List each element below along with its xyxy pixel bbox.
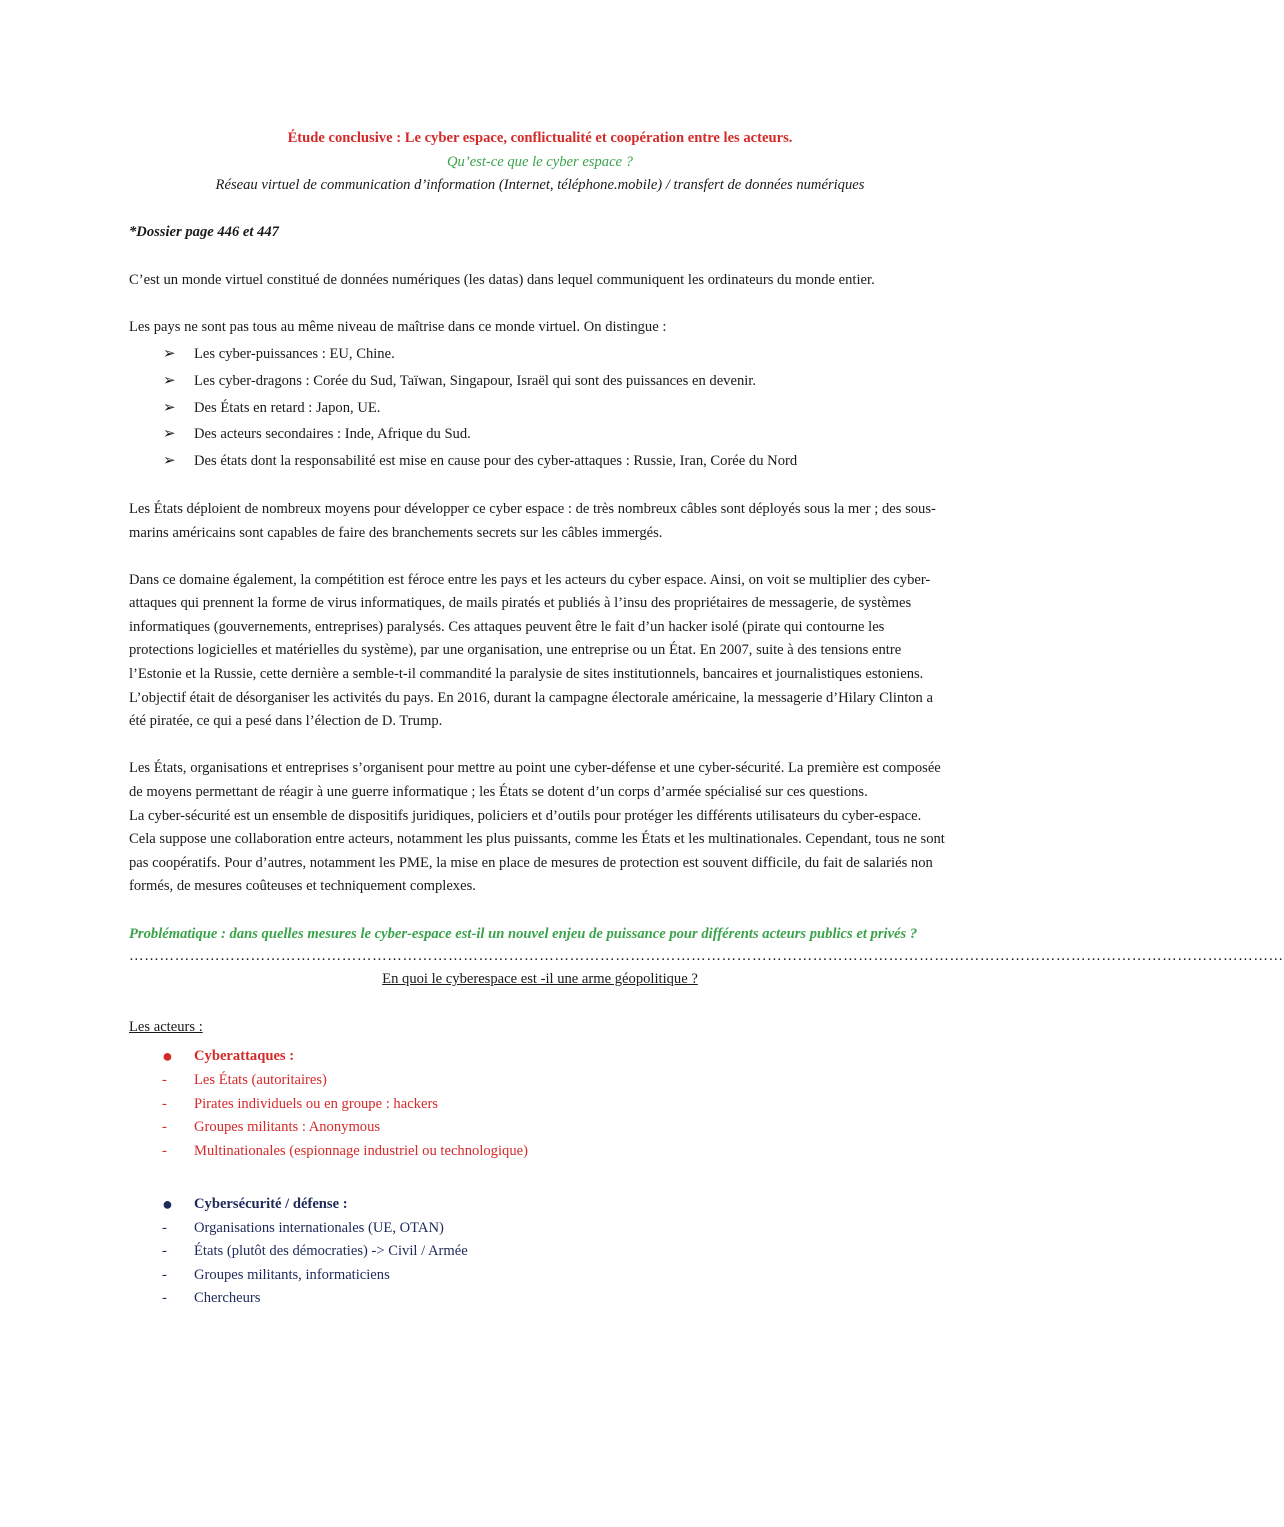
dash-icon: - <box>162 1266 167 1283</box>
attack-actors-list <box>129 1045 951 1163</box>
problematique: Problématique : dans quelles mesures le cyber-espace est-il un nouvel enjeu de puissance pour différents acteurs publics et privés ? <box>129 925 918 942</box>
arrow-bullet-icon: ➢ <box>163 346 176 363</box>
list-item: - Groupes militants : Anonymous <box>129 1116 951 1140</box>
dash-icon: - <box>162 1095 167 1112</box>
dash-icon: - <box>162 1119 167 1136</box>
list-item: - Chercheurs <box>129 1287 951 1311</box>
dash-icon: - <box>162 1290 167 1307</box>
document-title: Étude conclusive : Le cyber espace, conflictualité et coopération entre les acteurs. <box>287 130 793 146</box>
defense-heading: ● Cybersécurité / défense : <box>129 1193 951 1217</box>
arrow-bullet-icon: ➢ <box>163 372 176 389</box>
dossier-reference: *Dossier page 446 et 447 <box>129 224 279 241</box>
paragraph-competition: Dans ce domaine également, la compétition est féroce entre les pays et les acteurs du cyber espace. Ainsi, on voit se multiplier des cyber-attaques qui prennent la forme de virus informatiques, de mails piratés et publiés à l’insu des propriétaires de messagerie, de systèmes informatiques (gouvernements, entreprises) paralysés. Ces attaques peuvent être le fait d’un hacker isolé (pirate qui contourne les protections logicielles et matérielles du système), par une organisation, une entreprise ou un État. En 2007, suite à des tensions entre l’Estonie et la Russie, cette dernière a semble-t-il commandité la paralysie de sites institutionnels, bancaires et journalistiques estoniens. L’objectif était de désorganiser les activités du pays. En 2016, durant la campagne électorale américaine, la messagerie d’Hilary Clinton a été piratée, ce qui a pesé dans l’élection de D. Trump. <box>129 571 933 730</box>
attack-heading: ● Cyberattaques : <box>129 1045 951 1069</box>
paragraph-countries-intro: Les pays ne sont pas tous au même niveau de maîtrise dans ce monde virtuel. On distingue : <box>129 318 667 335</box>
document-subtitle: Qu’est-ce que le cyber espace ? <box>447 153 633 170</box>
list-item: ➢ Les cyber-dragons : Corée du Sud, Taïwan, Singapour, Israël qui sont des puissances en devenir. <box>163 368 951 395</box>
dash-icon: - <box>162 1142 167 1159</box>
dash-icon: - <box>162 1219 167 1236</box>
bullet-icon: ● <box>162 1193 173 1214</box>
list-item: ➢ Des états dont la responsabilité est mise en cause pour des cyber-attaques : Russie, Iran, Corée du Nord <box>163 448 951 475</box>
arrow-bullet-icon: ➢ <box>163 452 176 469</box>
list-item: - Multinationales (espionnage industriel ou technologique) <box>129 1140 951 1164</box>
list-item: - Groupes militants, informaticiens <box>129 1264 951 1288</box>
country-levels-list <box>129 341 951 474</box>
paragraph-defense: Les États, organisations et entreprises s’organisent pour mettre au point une cyber-défense et une cyber-sécurité. La première est composée de moyens permettant de réagir à une guerre informatique ; les États se dotent d’un corps d’armée spécialisé sur ces questions. <box>129 760 941 801</box>
paragraph-security: La cyber-sécurité est un ensemble de dispositifs juridiques, policiers et d’outils pour protéger les différents utilisateurs du cyber-espace. Cela suppose une collaboration entre acteurs, notamment les plus puissants, comme les États et les multinationales. Cependant, tous ne sont pas coopératifs. Pour d’autres, notamment les PME, la mise en place de mesures de protection est souvent difficile, du fait de salariés non formés, de mesures coûteuses et techniquement complexes. <box>129 807 945 895</box>
dotted-separator: ………………………………………………………………………………………………………………………………………………………………………………………………………… <box>129 948 1284 965</box>
list-item: - Les États (autoritaires) <box>129 1069 951 1093</box>
list-item: - Pirates individuels ou en groupe : hackers <box>129 1093 951 1117</box>
list-item: - Organisations internationales (UE, OTAN) <box>129 1217 951 1241</box>
list-item: ➢ Des États en retard : Japon, UE. <box>163 395 951 422</box>
arrow-bullet-icon: ➢ <box>163 426 176 443</box>
dash-icon: - <box>162 1071 167 1088</box>
paragraph-intro: C’est un monde virtuel constitué de données numériques (les datas) dans lequel communiquent les ordinateurs du monde entier. <box>129 271 875 288</box>
defense-actors-list <box>129 1193 951 1311</box>
acteurs-label: Les acteurs : <box>129 1018 203 1035</box>
arrow-bullet-icon: ➢ <box>163 399 176 416</box>
list-item: - États (plutôt des démocraties) -> Civil / Armée <box>129 1240 951 1264</box>
list-item: ➢ Les cyber-puissances : EU, Chine. <box>163 341 951 368</box>
section-question: En quoi le cyberespace est -il une arme géopolitique ? <box>382 971 698 988</box>
bullet-icon: ● <box>162 1046 173 1067</box>
document-content <box>129 127 1284 1311</box>
dash-icon: - <box>162 1243 167 1260</box>
paragraph-cables: Les États déploient de nombreux moyens pour développer ce cyber espace : de très nombreux câbles sont déployés sous la mer ; des sous-marins américains sont capables de faire des branchements secrets sur les câbles immergés. <box>129 500 936 541</box>
definition-line: Réseau virtuel de communication d’information (Internet, téléphone.mobile) / transfert de données numériques <box>215 177 865 194</box>
list-item: ➢ Des acteurs secondaires : Inde, Afrique du Sud. <box>163 421 951 448</box>
